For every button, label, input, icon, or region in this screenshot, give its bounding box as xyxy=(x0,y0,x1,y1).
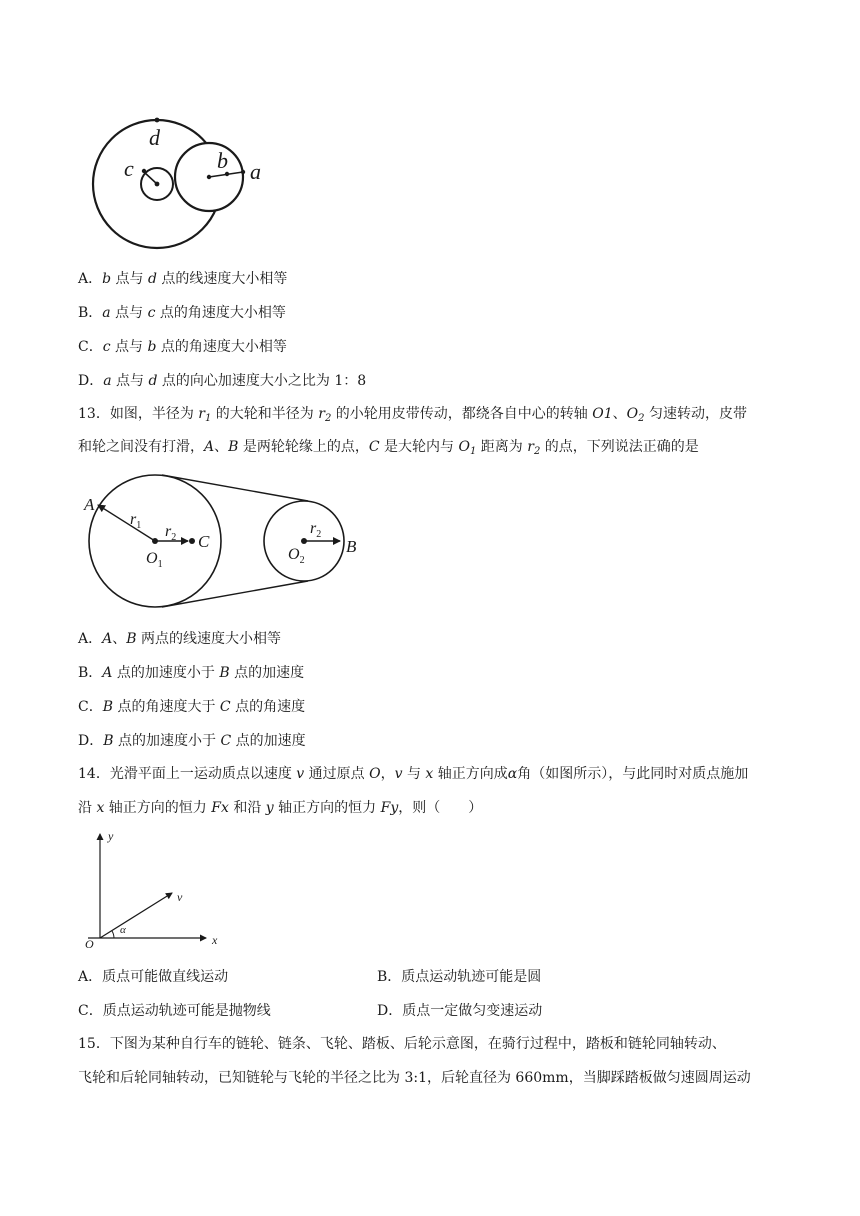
label-v: v xyxy=(177,890,183,904)
label-r2-sub: 2 xyxy=(171,532,177,543)
q15-stem-line1: 15．下图为某种自行车的链轮、链条、飞轮、踏板、后轮示意图，在骑行过程中，踏板和链轮同轴转动、 xyxy=(78,1036,726,1052)
label-O1: O xyxy=(146,550,158,567)
label-O: O xyxy=(85,937,94,951)
q12-option-d: D．a 点与 d 点的向心加速度大小之比为 1：8 xyxy=(78,373,367,389)
label-O2: O xyxy=(288,546,300,563)
label-r2-small: r xyxy=(310,520,317,537)
label-r2-small-sub: 2 xyxy=(316,529,322,540)
q13-option-d: D．B 点的加速度小于 C 点的加速度 xyxy=(78,733,306,749)
q12-option-c: C．c 点与 b 点的角速度大小相等 xyxy=(78,339,287,355)
q13-stem-line2: 和轮之间没有打滑，A、B 是两轮轮缘上的点，C 是大轮内与 $O_1$ 距离为 $r_2$ 的点，下列说法正确的是 xyxy=(78,439,699,457)
label-alpha: α xyxy=(120,924,126,936)
q15-stem-line2: 飞轮和后轮同轴转动，已知链轮与飞轮的半径之比为 3:1，后轮直径为 660mm，当脚踩踏板做匀速圆周运动 xyxy=(78,1070,751,1086)
q14-option-a: A．质点可能做直线运动 xyxy=(78,969,229,985)
label-c: c xyxy=(124,156,134,181)
label-C: C xyxy=(198,532,210,551)
q12-option-b: B．a 点与 c 点的角速度大小相等 xyxy=(78,305,286,321)
q14-option-b: B．质点运动轨迹可能是圆 xyxy=(377,969,542,985)
label-x: x xyxy=(212,933,218,947)
q14-stem-line2: 沿 x 轴正方向的恒力 Fx 和沿 y 轴正方向的恒力 Fy，则（ ） xyxy=(78,800,483,816)
label-y: y xyxy=(108,829,114,843)
label-r1: r xyxy=(130,511,137,528)
label-O2-sub: 2 xyxy=(299,555,305,566)
label-O1-sub: 1 xyxy=(157,559,163,570)
label-A: A xyxy=(84,495,95,514)
q14-option-d: D．质点一定做匀变速运动 xyxy=(377,1003,543,1019)
q13-option-c: C．B 点的角速度大于 C 点的角速度 xyxy=(78,699,306,715)
label-r1-sub: 1 xyxy=(136,520,142,531)
q13-stem-line1: 13．如图，半径为 $r_1$ 的大轮和半径为 $r_2$ 的小轮用皮带传动，都绕各自中心的转轴 O1、$O_2$ 匀速转动，皮带 xyxy=(78,406,747,424)
q14-stem-line1: 14．光滑平面上一运动质点以速度 v 通过原点 O，v 与 x 轴正方向成α角（如图所示），与此同时对质点施加 xyxy=(78,766,749,782)
q13-option-a: A．A、B 两点的线速度大小相等 xyxy=(78,631,281,647)
label-b: b xyxy=(217,148,228,173)
label-B: B xyxy=(346,537,357,556)
label-a: a xyxy=(250,159,261,184)
label-r2: r xyxy=(165,523,172,540)
q14-option-c: C．质点运动轨迹可能是抛物线 xyxy=(78,1003,271,1019)
q12-option-a: A．b 点与 d 点的线速度大小相等 xyxy=(78,271,288,287)
label-d: d xyxy=(149,125,160,150)
q13-option-b: B．A 点的加速度小于 B 点的加速度 xyxy=(78,665,305,681)
